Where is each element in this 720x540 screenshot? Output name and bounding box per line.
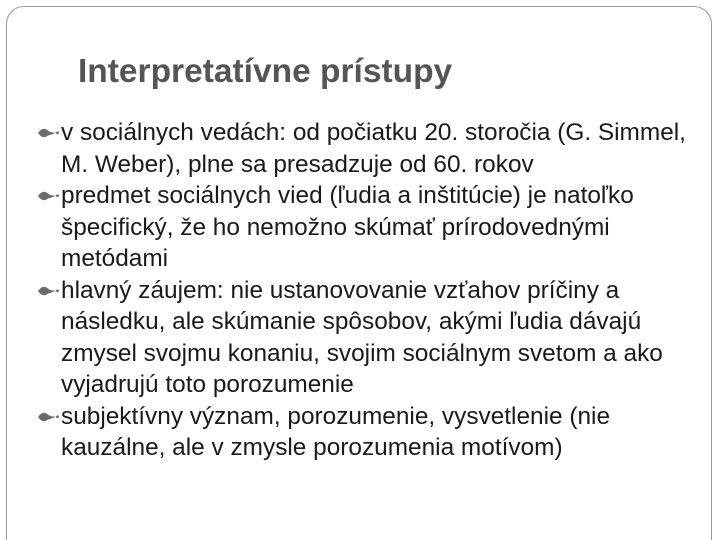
bullet-item [36, 180, 696, 275]
ornate-bullet-icon [36, 187, 60, 205]
ornate-bullet-icon [36, 282, 60, 300]
bullet-text: predmet sociálnych vied (ľudia a inštitúcie) je natoľko špecifický, že ho nemožno skúmať prírodovednými metódami [61, 182, 634, 272]
bullet-text: hlavný záujem: nie ustanovovanie vzťahov príčiny a následku, ale skúmanie spôsobov, akými ľudia dávajú zmysel svojmu konaniu, svojim sociálnym svetom a ako vyjadrujú toto porozumenie [61, 276, 663, 398]
bullet-item [36, 275, 696, 401]
bullet-item [36, 401, 696, 464]
slide-title: Interpretatívne prístupy [78, 53, 453, 90]
bullet-item [36, 117, 696, 180]
ornate-bullet-icon [36, 124, 60, 142]
bullet-text: subjektívny význam, porozumenie, vysvetlenie (nie kauzálne, ale v zmysle porozumenia motívom) [61, 402, 611, 461]
bullet-text: v sociálnych vedách: od počiatku 20. storočia (G. Simmel, M. Weber), plne sa presadzuje od 60. rokov [61, 119, 686, 178]
bullet-list [36, 117, 696, 464]
ornate-bullet-icon [36, 408, 60, 426]
